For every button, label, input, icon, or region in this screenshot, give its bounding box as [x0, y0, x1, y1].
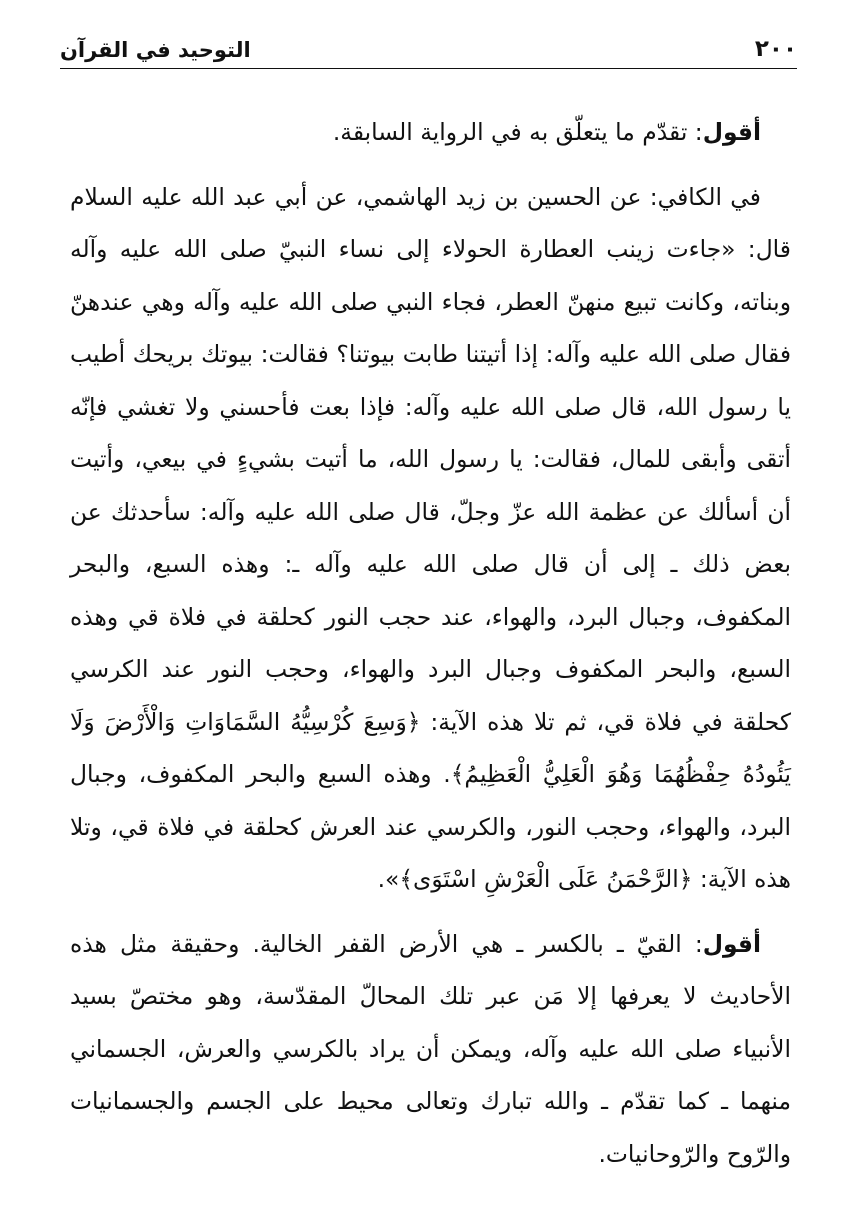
- running-header: [60, 24, 797, 69]
- paragraph-text: في الكافي: عن الحسين بن زيد الهاشمي، عن أبي عبد الله عليه السلام قال: «جاءت زينب العطارة الحولاء إلى نساء النبيّ صلى الله عليه وآله وبناته، وكانت تبيع منهنّ العطر، فجاء النبي صلى الله عليه وآله وهي عندهنّ فقال صلى الله عليه وآله: إذا أتيتنا طابت بيوتنا؟ فقالت: بيوتك بريحك أطيب يا رسول الله، قال صلى الله عليه وآله: فإذا بعت فأحسني ولا تغشي فإنّه أتقى وأبقى للمال، فقالت: يا رسول الله، ما أتيت بشيءٍ في بيعي، وأتيت أن أسألك عن عظمة الله عزّ وجلّ، قال صلى الله عليه وآله: سأحدثك عن بعض ذلك ـ إلى أن قال صلى الله عليه وآله ـ: وهذه السبع، والبحر المكفوف، وجبال البرد، والهواء، عند حجب النور كحلقة في فلاة قي وهذه السبع، والبحر المكفوف وجبال البرد والهواء، وحجب النور عند الكرسي كحلقة في فلاة قي، ثم تلا هذه الآية: ﴿وَسِعَ كُرْسِيُّهُ السَّمَاوَاتِ وَالْأَرْضَ وَلَا يَئُودُهُ حِفْظُهُمَا وَهُوَ الْعَلِيُّ الْعَظِيمُ﴾. وهذه السبع والبحر المكفوف، وجبال البرد، والهواء، وحجب النور، والكرسي عند العرش كحلقة في فلاة قي، وتلا هذه الآية: ﴿الرَّحْمَنُ عَلَى الْعَرْشِ اسْتَوَى﴾».: [70, 182, 791, 893]
- paragraph-lead-word: أقول: [702, 118, 761, 146]
- paragraph-3: [70, 918, 791, 1181]
- page-number: ٢٠٠: [754, 36, 797, 62]
- paragraph-text: : تقدّم ما يتعلّق به في الرواية السابقة.: [332, 118, 703, 146]
- paragraph-2: [70, 171, 791, 906]
- body-text: [70, 106, 791, 1180]
- header-title: التوحيد في القرآن: [60, 38, 251, 62]
- paragraph-text: : القيّ ـ بالكسر ـ هي الأرض القفر الخالية. وحقيقة مثل هذه الأحاديث لا يعرفها إلا مَن عبر تلك المحالّ المقدّسة، وهو مختصّ بسيد الأنبياء صلى الله عليه وآله، ويمكن أن يراد بالكرسي والعرش، الجسماني منهما ـ كما تقدّم ـ والله تبارك وتعالى محيط على الجسم والجسمانيات والرّوح والرّوحانيات.: [70, 929, 791, 1168]
- paragraph-lead-word: أقول: [702, 929, 761, 958]
- paragraph-1: [70, 106, 791, 159]
